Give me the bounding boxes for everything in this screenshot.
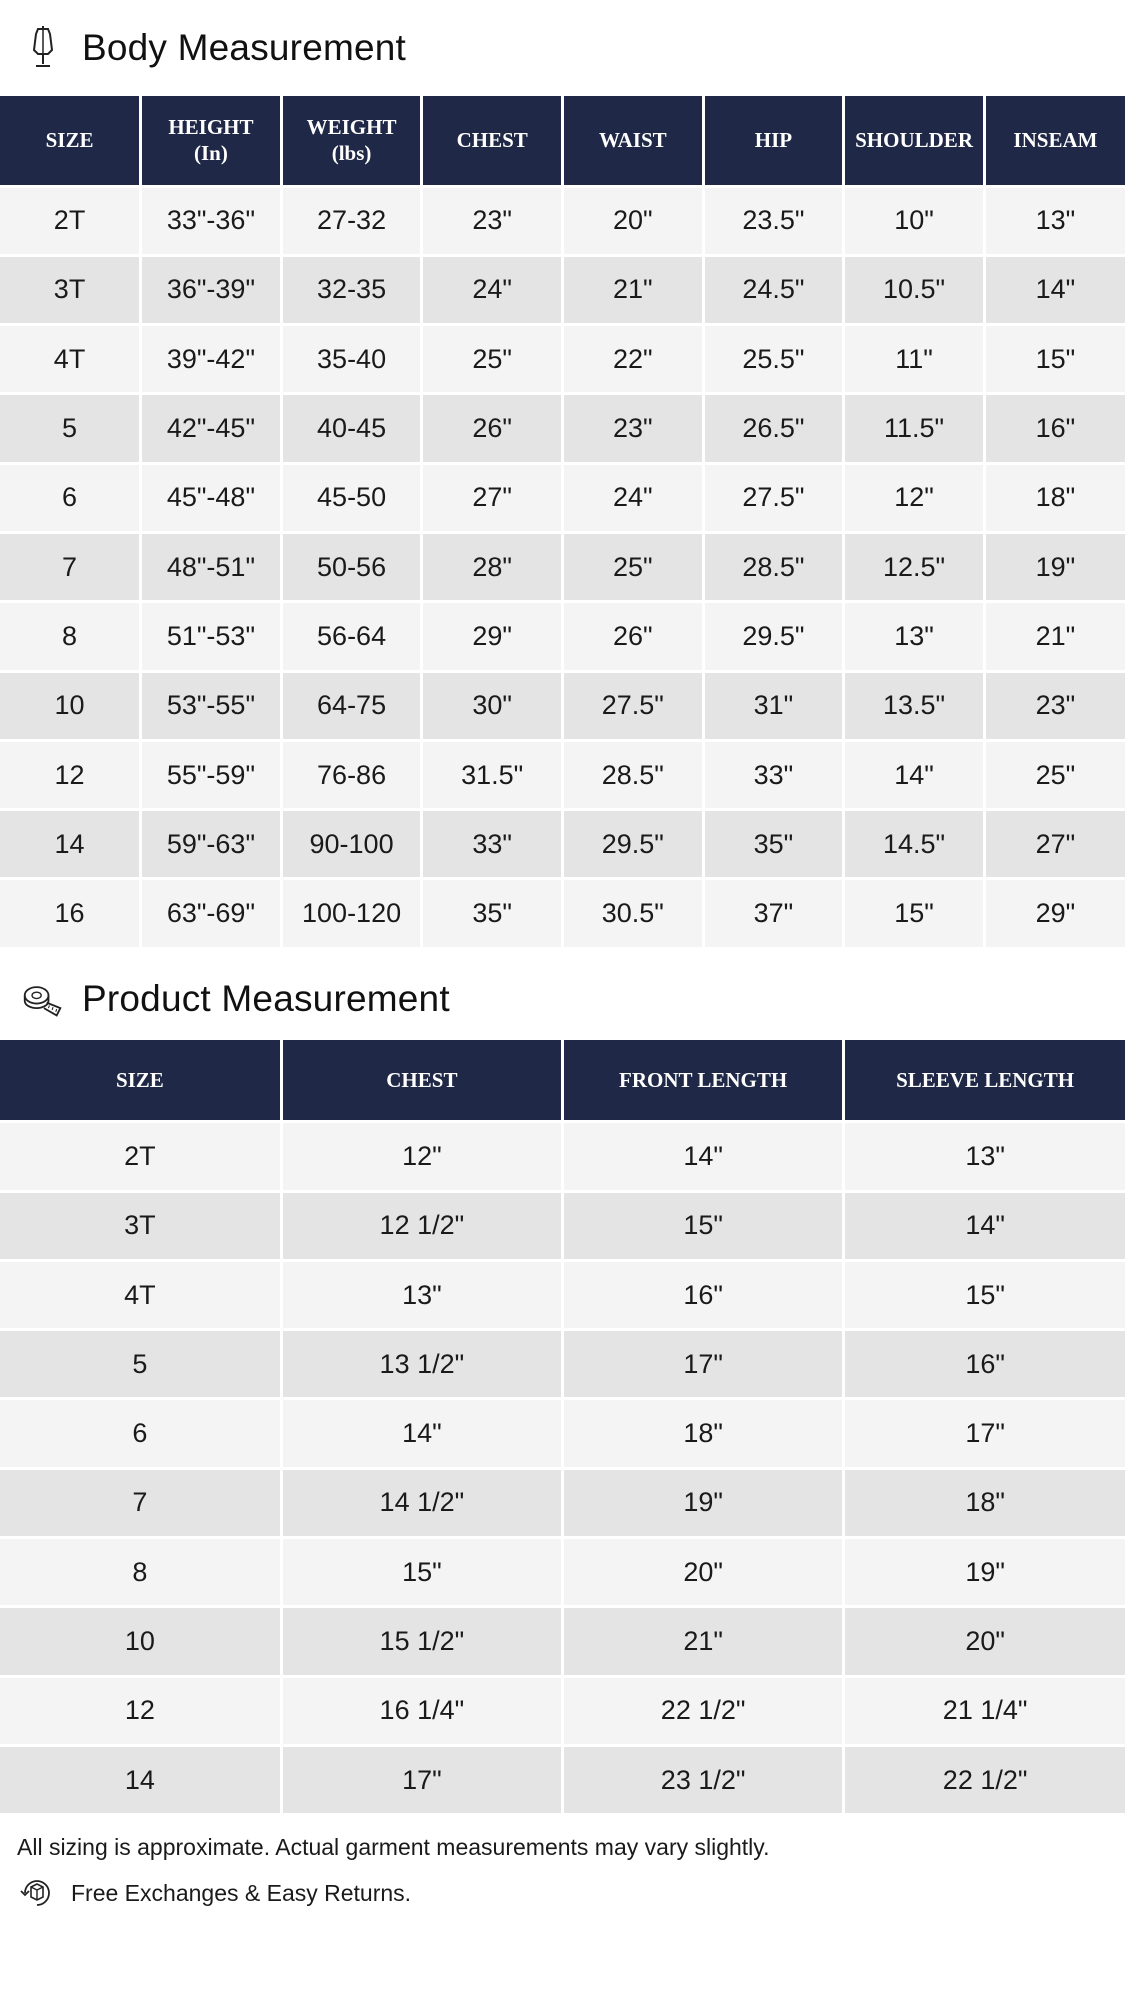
table-cell: 13.5" — [844, 671, 985, 740]
table-cell: 14 — [0, 810, 141, 879]
table-cell: 51"-53" — [141, 602, 282, 671]
table-row — [0, 463, 1125, 532]
table-cell: 17" — [563, 1330, 844, 1399]
table-cell: 6 — [0, 1399, 281, 1468]
table-row — [0, 602, 1125, 671]
table-cell: 21 1/4" — [844, 1676, 1125, 1745]
table-cell: 35" — [422, 879, 563, 948]
table-cell: 2T — [0, 1122, 281, 1191]
body-header-label: INSEAM — [1013, 128, 1098, 153]
dress-form-icon — [22, 24, 64, 72]
body-header-cell — [281, 96, 422, 186]
table-cell: 28.5" — [703, 532, 844, 601]
table-cell: 50-56 — [281, 532, 422, 601]
table-cell: 29" — [422, 602, 563, 671]
table-cell: 5 — [0, 394, 141, 463]
body-header-label: HEIGHT — [168, 115, 254, 140]
table-row — [0, 1538, 1125, 1607]
table-cell: 11" — [844, 325, 985, 394]
table-cell: 31.5" — [422, 740, 563, 809]
table-row — [0, 879, 1125, 948]
table-cell: 16" — [984, 394, 1125, 463]
product-header-label: CHEST — [386, 1068, 458, 1093]
table-cell: 33" — [422, 810, 563, 879]
measuring-tape-icon — [22, 975, 64, 1023]
table-cell: 23" — [984, 671, 1125, 740]
table-cell: 16 — [0, 879, 141, 948]
table-cell: 30" — [422, 671, 563, 740]
table-cell: 64-75 — [281, 671, 422, 740]
table-row — [0, 1260, 1125, 1329]
table-cell: 55"-59" — [141, 740, 282, 809]
table-cell: 23.5" — [703, 186, 844, 255]
table-cell: 20" — [563, 186, 704, 255]
table-cell: 23" — [422, 186, 563, 255]
table-cell: 12" — [844, 463, 985, 532]
table-cell: 35-40 — [281, 325, 422, 394]
table-header-row — [0, 96, 1125, 186]
table-header-row — [0, 1040, 1125, 1122]
table-row — [0, 186, 1125, 255]
table-cell: 24.5" — [703, 255, 844, 324]
table-cell: 21" — [984, 602, 1125, 671]
table-cell: 100-120 — [281, 879, 422, 948]
body-header-cell — [984, 96, 1125, 186]
product-header-label: FRONT LENGTH — [619, 1068, 788, 1093]
table-row — [0, 1676, 1125, 1745]
table-cell: 30.5" — [563, 879, 704, 948]
table-cell: 13" — [984, 186, 1125, 255]
table-row — [0, 1122, 1125, 1191]
table-cell: 63"-69" — [141, 879, 282, 948]
body-header-label: CHEST — [456, 128, 528, 153]
table-cell: 24" — [422, 255, 563, 324]
table-cell: 14" — [281, 1399, 562, 1468]
table-cell: 29.5" — [703, 602, 844, 671]
table-cell: 12.5" — [844, 532, 985, 601]
body-header-cell — [141, 96, 282, 186]
table-cell: 14" — [844, 740, 985, 809]
table-cell: 7 — [0, 1468, 281, 1537]
table-cell: 45-50 — [281, 463, 422, 532]
table-cell: 33"-36" — [141, 186, 282, 255]
table-cell: 28" — [422, 532, 563, 601]
table-cell: 21" — [563, 255, 704, 324]
table-cell: 4T — [0, 325, 141, 394]
table-cell: 56-64 — [281, 602, 422, 671]
table-row — [0, 1607, 1125, 1676]
table-cell: 39"-42" — [141, 325, 282, 394]
table-cell: 15" — [563, 1191, 844, 1260]
table-row — [0, 532, 1125, 601]
table-row — [0, 1468, 1125, 1537]
table-cell: 15" — [844, 1260, 1125, 1329]
table-cell: 31" — [703, 671, 844, 740]
body-header-label: HIP — [754, 128, 793, 153]
product-measurement-title: Product Measurement — [82, 977, 450, 1019]
table-cell: 90-100 — [281, 810, 422, 879]
table-cell: 36"-39" — [141, 255, 282, 324]
table-cell: 18" — [844, 1468, 1125, 1537]
table-cell: 12 — [0, 740, 141, 809]
table-cell: 25.5" — [703, 325, 844, 394]
table-cell: 11.5" — [844, 394, 985, 463]
table-cell: 20" — [563, 1538, 844, 1607]
table-cell: 10 — [0, 671, 141, 740]
table-cell: 17" — [844, 1399, 1125, 1468]
table-cell: 4T — [0, 1260, 281, 1329]
table-cell: 28.5" — [563, 740, 704, 809]
table-cell: 15" — [281, 1538, 562, 1607]
table-cell: 15" — [984, 325, 1125, 394]
table-cell: 18" — [563, 1399, 844, 1468]
table-cell: 27" — [422, 463, 563, 532]
table-row — [0, 1330, 1125, 1399]
table-cell: 37" — [703, 879, 844, 948]
table-cell: 13" — [844, 1122, 1125, 1191]
product-header-cell — [563, 1040, 844, 1122]
table-cell: 59"-63" — [141, 810, 282, 879]
table-cell: 14" — [563, 1122, 844, 1191]
table-cell: 27.5" — [563, 671, 704, 740]
body-header-cell — [0, 96, 141, 186]
table-row — [0, 1191, 1125, 1260]
table-cell: 8 — [0, 1538, 281, 1607]
table-cell: 25" — [563, 532, 704, 601]
table-cell: 16" — [563, 1260, 844, 1329]
table-cell: 19" — [844, 1538, 1125, 1607]
table-cell: 8 — [0, 602, 141, 671]
table-cell: 42"-45" — [141, 394, 282, 463]
table-cell: 26" — [563, 602, 704, 671]
sizing-note: All sizing is approximate. Actual garment measurements may vary slightly. — [17, 1834, 770, 1861]
table-cell: 14.5" — [844, 810, 985, 879]
table-cell: 53"-55" — [141, 671, 282, 740]
table-cell: 14" — [844, 1191, 1125, 1260]
table-cell: 17" — [281, 1745, 562, 1814]
table-cell: 14 — [0, 1745, 281, 1814]
table-cell: 22 1/2" — [844, 1745, 1125, 1814]
box-return-icon — [17, 1873, 57, 1913]
product-header-label: SIZE — [115, 1068, 164, 1093]
table-cell: 10.5" — [844, 255, 985, 324]
table-cell: 23" — [563, 394, 704, 463]
table-cell: 16 1/4" — [281, 1676, 562, 1745]
table-cell: 13" — [844, 602, 985, 671]
table-cell: 32-35 — [281, 255, 422, 324]
table-cell: 24" — [563, 463, 704, 532]
table-row — [0, 671, 1125, 740]
table-row — [0, 394, 1125, 463]
table-cell: 27-32 — [281, 186, 422, 255]
table-cell: 3T — [0, 255, 141, 324]
table-cell: 23 1/2" — [563, 1745, 844, 1814]
table-cell: 19" — [984, 532, 1125, 601]
table-cell: 35" — [703, 810, 844, 879]
product-header-cell — [0, 1040, 281, 1122]
body-header-cell — [563, 96, 704, 186]
body-header-cell — [422, 96, 563, 186]
table-cell: 27" — [984, 810, 1125, 879]
table-cell: 25" — [984, 740, 1125, 809]
table-cell: 40-45 — [281, 394, 422, 463]
table-cell: 21" — [563, 1607, 844, 1676]
product-measurement-header — [0, 958, 1125, 1040]
body-header-label: WAIST — [598, 128, 667, 153]
table-cell: 33" — [703, 740, 844, 809]
product-header-label: SLEEVE LENGTH — [896, 1068, 1075, 1093]
table-cell: 16" — [844, 1330, 1125, 1399]
body-header-label: (In) — [194, 141, 228, 166]
table-cell: 13" — [281, 1260, 562, 1329]
table-cell: 48"-51" — [141, 532, 282, 601]
body-header-label: (lbs) — [331, 141, 372, 166]
table-cell: 15" — [844, 879, 985, 948]
body-header-cell — [703, 96, 844, 186]
table-cell: 26.5" — [703, 394, 844, 463]
table-row — [0, 1399, 1125, 1468]
table-row — [0, 325, 1125, 394]
table-cell: 6 — [0, 463, 141, 532]
table-cell: 18" — [984, 463, 1125, 532]
product-header-cell — [281, 1040, 562, 1122]
table-row — [0, 1745, 1125, 1814]
table-cell: 7 — [0, 532, 141, 601]
body-measurement-title: Body Measurement — [82, 27, 407, 68]
table-cell: 13 1/2" — [281, 1330, 562, 1399]
table-row — [0, 810, 1125, 879]
table-cell: 29" — [984, 879, 1125, 948]
body-header-label: SIZE — [45, 128, 94, 153]
body-measurement-table — [0, 96, 1125, 950]
body-header-label: WEIGHT — [306, 115, 397, 140]
table-cell: 45"-48" — [141, 463, 282, 532]
table-cell: 10 — [0, 1607, 281, 1676]
body-header-cell — [844, 96, 985, 186]
table-cell: 25" — [422, 325, 563, 394]
body-header-label: SHOULDER — [855, 128, 973, 153]
table-cell: 20" — [844, 1607, 1125, 1676]
table-row — [0, 255, 1125, 324]
table-row — [0, 740, 1125, 809]
table-cell: 10" — [844, 186, 985, 255]
table-cell: 22" — [563, 325, 704, 394]
table-cell: 12" — [281, 1122, 562, 1191]
table-cell: 3T — [0, 1191, 281, 1260]
table-cell: 14 1/2" — [281, 1468, 562, 1537]
table-cell: 27.5" — [703, 463, 844, 532]
table-cell: 76-86 — [281, 740, 422, 809]
table-cell: 5 — [0, 1330, 281, 1399]
returns-info — [0, 1873, 1125, 1913]
table-cell: 2T — [0, 186, 141, 255]
body-measurement-header — [0, 0, 1125, 96]
table-cell: 12 1/2" — [281, 1191, 562, 1260]
table-cell: 14" — [984, 255, 1125, 324]
table-cell: 22 1/2" — [563, 1676, 844, 1745]
table-cell: 12 — [0, 1676, 281, 1745]
table-cell: 26" — [422, 394, 563, 463]
product-measurement-table — [0, 1040, 1125, 1816]
product-header-cell — [844, 1040, 1125, 1122]
returns-text: Free Exchanges & Easy Returns. — [71, 1879, 412, 1906]
table-cell: 29.5" — [563, 810, 704, 879]
table-cell: 15 1/2" — [281, 1607, 562, 1676]
table-cell: 19" — [563, 1468, 844, 1537]
